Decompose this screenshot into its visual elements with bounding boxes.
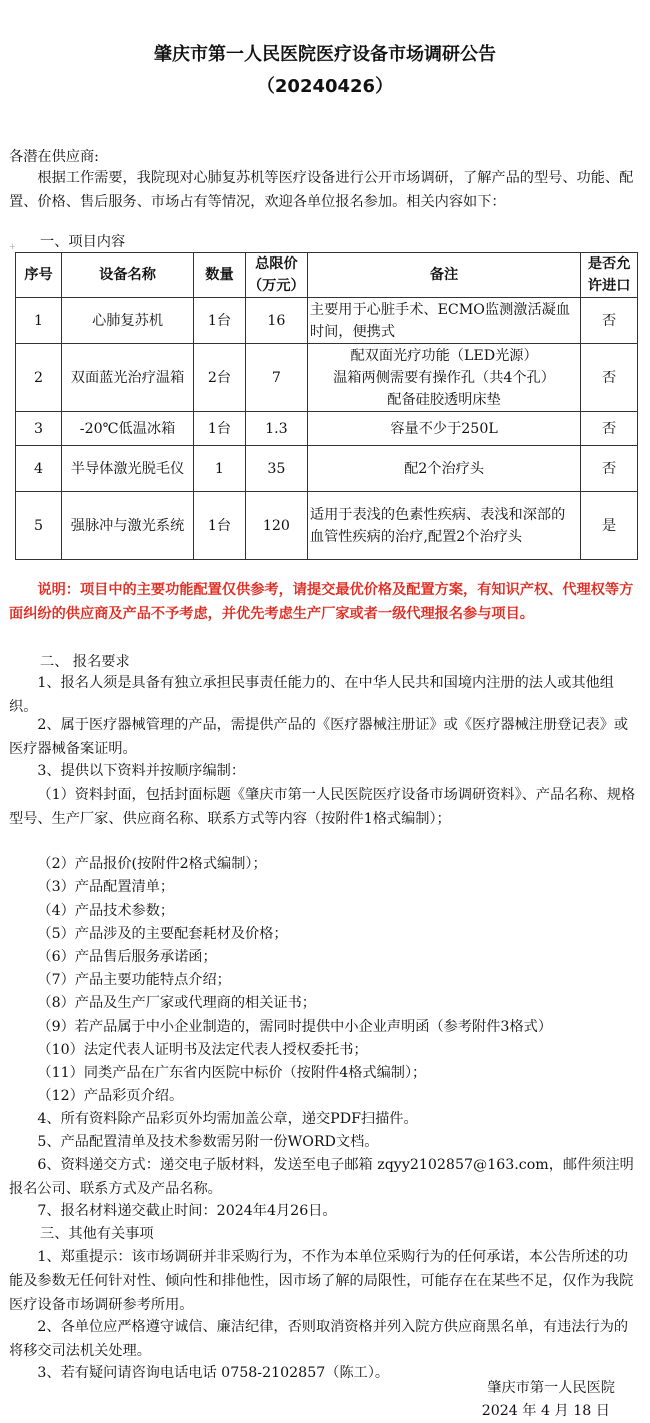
- section2-item-5: 5、产品配置清单及技术参数需另附一份WORD文档。: [37, 1134, 379, 1150]
- signature-org: 肇庆市第一人民医院: [487, 1380, 615, 1396]
- section2-subitem-9: （9）若产品属于中小企业制造的，需同时提供中小企业声明函（参考附件3格式）: [37, 1019, 553, 1035]
- section3-item-1: 1、郑重提示：该市场调研并非采购行为，不作为本单位采购行为的任何承诺，本公告所述的功能及参数无任何针对性、倾向性和排他性，因市场了解的局限性，可能存在在某些不足，仅作为我院医疗设备市场调研参考所用。: [9, 1249, 634, 1313]
- table-row: [16, 344, 638, 412]
- cell-import: 否: [581, 412, 638, 446]
- section2-subitem-3: （3）产品配置清单；: [37, 879, 175, 895]
- section2-item-1: 1、报名人须是具备有独立承担民事责任能力的、在中华人民共和国境内注册的法人或其他组织。: [9, 675, 614, 715]
- col-header-price: 总限价（万元）: [245, 253, 307, 298]
- cell-price: 7: [245, 344, 307, 412]
- cell-name: 强脉冲与激光系统: [62, 492, 194, 560]
- item-table: [15, 252, 638, 560]
- section2-subitem-1: （1）资料封面，包括封面标题《肇庆市第一人民医院医疗设备市场调研资料》、产品名称、规格型号、生产厂家、供应商名称、联系方式等内容（按附件1格式编制）；: [9, 787, 636, 827]
- cell-price: 16: [245, 298, 307, 344]
- section3-title: 三、其他有关事项: [40, 1226, 154, 1242]
- table-anchor-icon: +: [9, 242, 16, 251]
- cell-import: 是: [581, 492, 638, 560]
- cell-qty: 1台: [194, 298, 246, 344]
- section2-subitem-8: （8）产品及生产厂家或代理商的相关证书；: [37, 995, 316, 1011]
- cell-name: 双面蓝光治疗温箱: [62, 344, 194, 412]
- page-subtitle: （20240426）: [256, 76, 394, 97]
- cell-remark: 容量不少于250L: [307, 412, 580, 446]
- section2-item-6: 6、资料递交方式：递交电子版材料，发送至电子邮箱 zqyy2102857@163.com，邮件须注明报名公司、联系方式及产品名称。: [9, 1157, 634, 1197]
- section3-item-2: 2、各单位应严格遵守诚信、廉洁纪律，否则取消资格并列入院方供应商黑名单，有违法行为的将移交司法机关处理。: [9, 1319, 629, 1359]
- table-row: [16, 298, 638, 344]
- cell-remark: 主要用于心脏手术、ECMO监测激活凝血时间，便携式: [307, 298, 580, 344]
- cell-qty: 1台: [194, 492, 246, 560]
- col-header-remark: 备注: [307, 253, 580, 298]
- section2-subitem-6: （6）产品售后服务承诺函；: [37, 949, 217, 965]
- cell-price: 1.3: [245, 412, 307, 446]
- salutation: 各潜在供应商:: [9, 149, 99, 165]
- intro-paragraph: 根据工作需要，我院现对心肺复苏机等医疗设备进行公开市场调研，了解产品的型号、功能、配置、价格、售后服务、市场占有等情况，欢迎各单位报名参加。相关内容如下：: [9, 170, 634, 210]
- section2-subitem-12: （12）产品彩页介绍。: [37, 1088, 184, 1104]
- cell-name: -20℃低温冰箱: [62, 412, 194, 446]
- section2-item-2: 2、属于医疗器械管理的产品，需提供产品的《医疗器械注册证》或《医疗器械注册登记表》或医疗器械备案证明。: [9, 717, 629, 757]
- cell-import: 否: [581, 298, 638, 344]
- signature-date: 2024 年 4 月 18 日: [481, 1403, 610, 1419]
- cell-qty: 2台: [194, 344, 246, 412]
- table-header-row: [16, 253, 638, 298]
- section2-title: 二、 报名要求: [40, 654, 130, 670]
- cell-qty: 1台: [194, 412, 246, 446]
- col-header-index: 序号: [16, 253, 62, 298]
- section2-subitem-2: （2）产品报价(按附件2格式编制）；: [37, 856, 267, 872]
- cell-import: 否: [581, 344, 638, 412]
- col-header-import: 是否允许进口: [581, 253, 638, 298]
- cell-remark: 配2个治疗头: [307, 446, 580, 492]
- section2-subitem-7: （7）产品主要功能特点介绍；: [37, 972, 231, 988]
- cell-index: 4: [16, 446, 62, 492]
- cell-index: 2: [16, 344, 62, 412]
- table-row: [16, 446, 638, 492]
- page-title: 肇庆市第一人民医院医疗设备市场调研公告: [154, 44, 496, 65]
- cell-qty: 1: [194, 446, 246, 492]
- section2-subitem-4: （4）产品技术参数；: [37, 903, 175, 919]
- cell-index: 3: [16, 412, 62, 446]
- table-row: [16, 412, 638, 446]
- cell-import: 否: [581, 446, 638, 492]
- notice-text: 说明：项目中的主要功能配置仅供参考，请提交最优价格及配置方案，有知识产权、代理权等方面纠纷的供应商及产品不予考虑，并优先考虑生产厂家或者一级代理报名参与项目。: [9, 582, 634, 622]
- cell-index: 1: [16, 298, 62, 344]
- section2-subitem-11: （11）同类产品在广东省内医院中标价（按附件4格式编制）；: [37, 1065, 427, 1081]
- col-header-qty: 数量: [194, 253, 246, 298]
- cell-remark: 适用于表浅的色素性疾病、表浅和深部的血管性疾病的治疗,配置2个治疗头: [307, 492, 580, 560]
- col-header-name: 设备名称: [62, 253, 194, 298]
- cell-price: 120: [245, 492, 307, 560]
- cell-index: 5: [16, 492, 62, 560]
- cell-name: 半导体激光脱毛仪: [62, 446, 194, 492]
- section3-item-3: 3、若有疑问请咨询电话电话 0758-2102857（陈工）。: [37, 1365, 390, 1381]
- cell-name: 心肺复苏机: [62, 298, 194, 344]
- section2-item-3: 3、提供以下资料并按顺序编制：: [37, 763, 246, 779]
- section2-item-4: 4、所有资料除产品彩页外均需加盖公章，递交PDF扫描件。: [37, 1111, 418, 1127]
- cell-price: 35: [245, 446, 307, 492]
- section2-item-7: 7、报名材料递交截止时间：2024年4月26日。: [37, 1203, 337, 1219]
- cell-remark: 配双面光疗功能（LED光源） 温箱两侧需要有操作孔（共4个孔） 配备硅胶透明床垫: [307, 344, 580, 412]
- section2-subitem-5: （5）产品涉及的主要配套耗材及价格；: [37, 926, 288, 942]
- section2-subitem-10: （10）法定代表人证明书及法定代表人授权委托书；: [37, 1042, 368, 1058]
- table-row: [16, 492, 638, 560]
- section1-title: 一、项目内容: [40, 234, 126, 250]
